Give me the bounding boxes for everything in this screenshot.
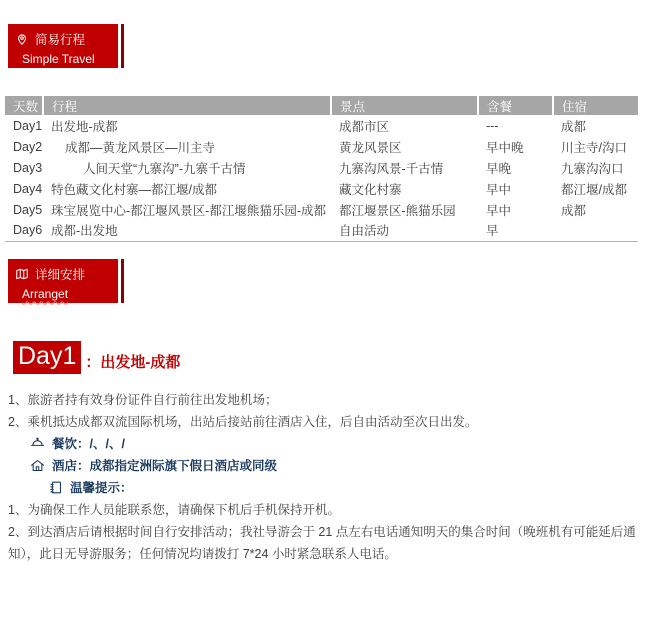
detail-badge-box [8,259,118,303]
cell-route: 特色藏文化村寨—都江堰/成都 [51,182,217,197]
cell-spots: 都江堰景区-熊猫乐园 [339,203,456,218]
table-row [5,157,638,178]
table-header-row [5,96,638,115]
cell-stay: 成都 [561,119,587,134]
col-header-meals: 含餐 [478,96,553,115]
col-header-stay: 住宿 [553,96,638,115]
day1-item: 2、乘机抵达成都双流国际机场，出站后接站前往酒店入住，后自由活动至次日出发。 [8,414,478,429]
itinerary-summary-table [5,96,638,242]
meals-label: 餐饮：/、/、/ [52,436,125,451]
badge-title-en: Arranget [22,286,69,301]
house-icon [30,458,45,473]
col-header-route: 行程 [43,96,331,115]
badge-accent-bar [121,259,124,303]
badge-title-zh: 详细安排 [35,267,86,282]
simple-travel-badge-box [8,24,118,68]
badge-title-zh: 简易行程 [35,33,86,47]
section-badge-detail-arrangement [8,259,660,303]
cell-meals: 早中晚 [486,140,524,155]
day1-heading [13,341,660,374]
cell-day: Day5 [13,202,43,217]
table-row [5,178,638,199]
cell-spots: 自由活动 [339,224,390,239]
table-row [5,136,638,157]
section-badge-simple-travel [8,24,660,68]
cell-stay: 川主寺/沟口 [561,140,627,155]
cell-stay [553,220,638,241]
tips-item: 2、到达酒店后请根据时间自行安排活动；我社导游会于 21 点左右电话通知明天的集合时间（晚班机有可能延后通知），此日无导游服务；任何情况均请拨打 7*24 小时紧急联系人电话。 [8,524,636,561]
cell-spots: 黄龙风景区 [339,140,402,155]
badge-title-en: Simple Travel [22,52,95,66]
col-header-spots: 景点 [331,96,478,115]
tips-line [8,477,654,499]
cell-meals: 早中 [486,203,512,218]
cell-spots: 九寨沟风景-千古情 [339,161,444,176]
badge-accent-bar [121,24,124,68]
cell-day: Day4 [13,181,43,196]
notebook-icon [48,480,63,495]
meals-line [8,433,654,455]
tips-item: 1、为确保工作人员能联系您，请确保下机后手机保持开机。 [8,502,340,517]
cell-meals: --- [486,118,499,133]
cell-route: 珠宝展览中心-都江堰风景区-都江堰熊猫乐园-成都 [51,203,326,218]
day1-item: 1、旅游者持有效身份证件自行前往出发地机场； [8,392,278,407]
cell-spots: 成都市区 [339,119,390,134]
day1-title: ：出发地-成都 [85,353,181,371]
map-pin-icon [15,32,29,46]
tips-label: 温馨提示： [70,480,133,495]
cell-meals: 早 [486,224,499,239]
cell-route: 人间天堂“九寨沟”-九寨千古情 [83,161,246,176]
cell-day: Day2 [13,139,43,154]
cell-stay: 都江堰/成都 [561,182,627,197]
cell-stay: 成都 [561,203,587,218]
cell-route: 成都—黄龙风景区—川主寺 [65,140,216,155]
cell-spots: 藏文化村寨 [339,182,402,197]
hotel-line [8,455,654,477]
table-row [5,220,638,241]
col-header-day: 天数 [5,96,43,115]
day1-chip: Day1 [13,341,81,374]
cell-route: 成都-出发地 [51,224,118,239]
table-row [5,199,638,220]
hotel-label: 酒店：成都指定洲际旗下假日酒店或同级 [52,458,278,473]
table-row [5,115,638,136]
map-icon [15,267,29,281]
day1-detail-content [8,389,654,565]
cell-day: Day6 [13,223,43,238]
cell-day: Day1 [13,118,43,133]
cell-stay: 九寨沟沟口 [561,161,624,176]
cell-day: Day3 [13,160,43,175]
cell-meals: 早中 [486,182,512,197]
cell-meals: 早晚 [486,161,512,176]
cell-route: 出发地-成都 [51,119,118,134]
cloche-icon [30,436,45,451]
